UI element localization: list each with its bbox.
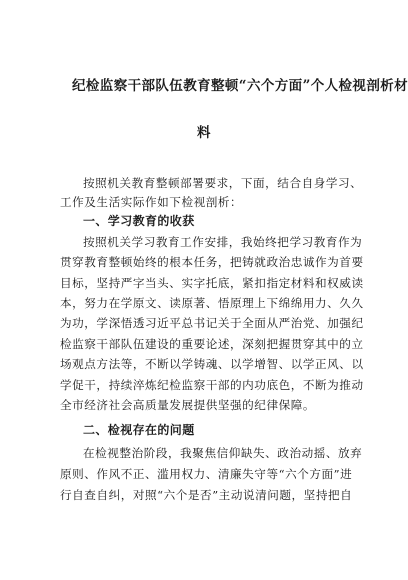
- section-1-line: 全市经济社会高质量发展提供坚强的纪律保障。: [60, 398, 316, 412]
- section-2-line: 行自查自纠，对照“六个是否”主动说清问题，坚持把自: [60, 488, 353, 502]
- section-1-line: 场观点方法等，不断以学铸魂、以学增智、以学正风、以: [60, 357, 364, 371]
- section-1-line: 本，努力在学原文、读原著、悟原理上下绵绵用力、久久: [60, 296, 364, 310]
- section-1-line: 按照机关学习教育工作安排，我始终把学习教育作为: [83, 235, 363, 249]
- intro-line-1: 按照机关教育整顿部署要求，下面，结合自身学习、: [83, 176, 363, 190]
- section-1-line: 为功，学深悟透习近平总书记关于全面从严治党、加强纪: [60, 316, 364, 330]
- section-1-line: 贯穿教育整顿始终的根本任务，把铸就政治忠诚作为首要: [60, 255, 364, 269]
- intro-line-2: 工作及生活实际作如下检视剖析：: [60, 195, 243, 209]
- document-title-line-1: 纪检监察干部队伍教育整顿“六个方面”个人检视剖析材: [72, 78, 408, 94]
- section-1-line: 学促干，持续淬炼纪检监察干部的内功底色，不断为推动: [60, 378, 364, 392]
- section-2-line: 在检视整治阶段，我聚焦信仰缺失、政治动摇、放弃: [83, 446, 363, 460]
- section-1-line: 检监察干部队伍建设的重要论述，深刻把握贯穿其中的立: [60, 337, 364, 351]
- section-1-line: 目标，坚持严字当头、实字托底，紧扣指定材料和权威读: [60, 276, 364, 290]
- section-2-line: 原则、作风不正、滥用权力、清廉失守等“六个方面”进: [60, 467, 353, 481]
- section-1-heading: 一、学习教育的收获: [83, 214, 195, 228]
- section-2-heading: 二、检视存在的问题: [83, 423, 195, 437]
- document-title-line-2: 料: [197, 125, 211, 141]
